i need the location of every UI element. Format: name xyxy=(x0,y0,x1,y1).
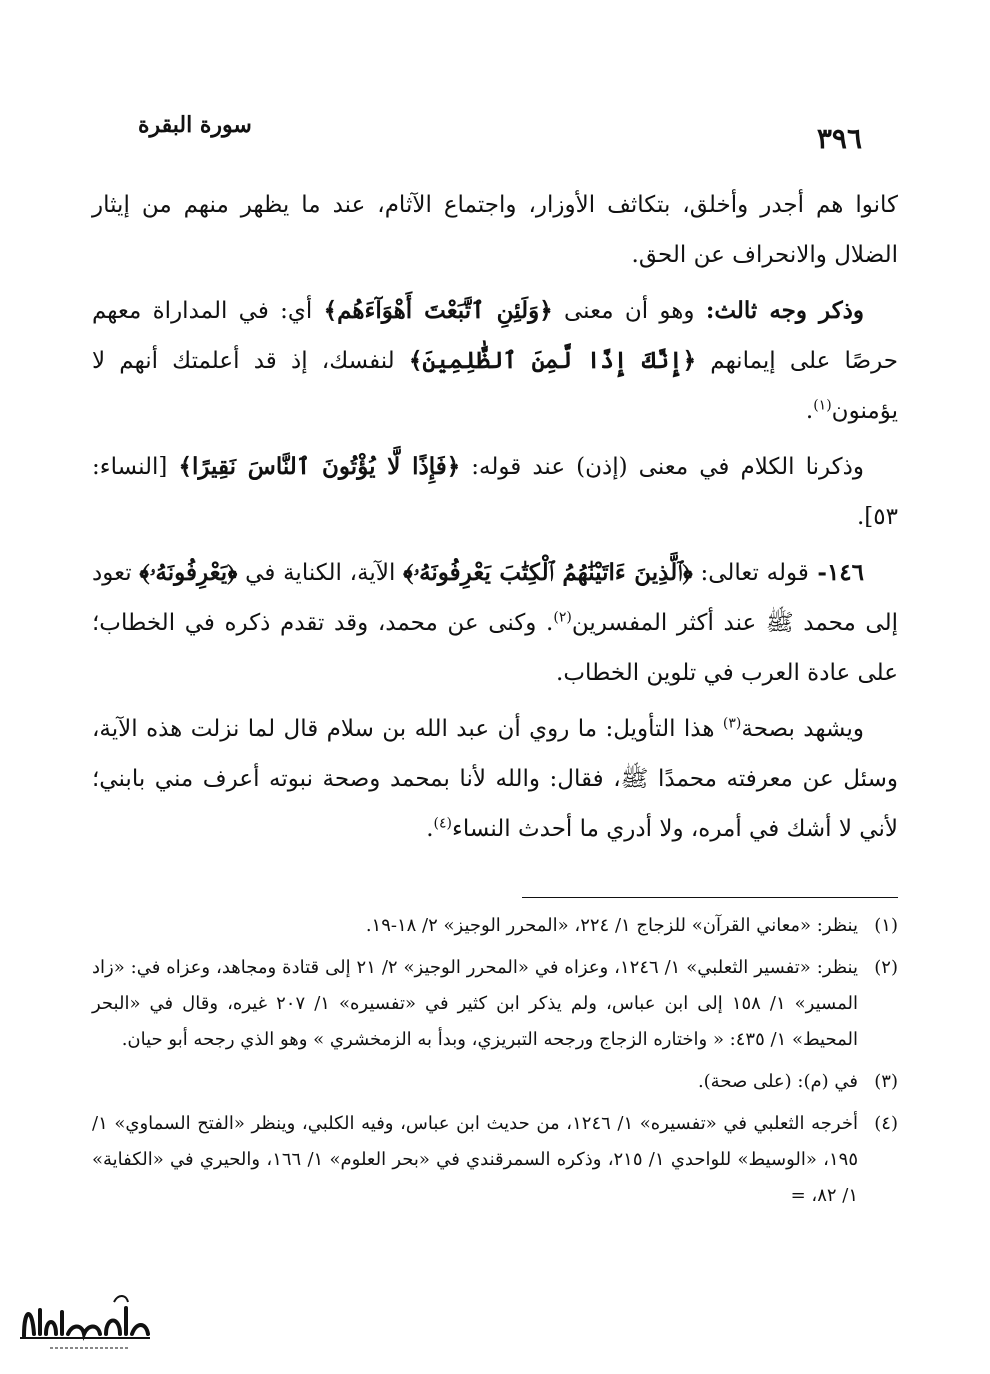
paragraph-lead: وذكر وجه ثالث: xyxy=(705,297,864,324)
paragraph-1: كانوا هم أجدر وأخلق، بتكاثف الأوزار، واجتماع الآثام، عند ما يظهر منهم من إيثار الضلال والانحراف عن الحق. xyxy=(92,192,898,268)
footnote-number: (٣) xyxy=(874,1071,898,1092)
footnote-text: أخرجه الثعلبي في «تفسيره» ١/ ١٢٤٦، من حديث ابن عباس، وفيه الكلبي، وينظر «الفتح السماوي» ١/ ١٩٥، «الوسيط» للواحدي ١/ ٢١٥، وذكره السمرقندي في «بحر العلوم» ١/ ١٦٦، والحيري في «الكفاية» ١/ ٨٢، = xyxy=(92,1113,858,1206)
quran-verse: ﴿يَعْرِفُونَهُۥ﴾ xyxy=(139,559,238,586)
quran-verse: ﴿وَلَئِنِ ٱتَّبَعْتَ أَهْوَآءَهُم﴾ xyxy=(323,297,553,324)
footnotes xyxy=(92,908,898,1220)
quran-verse: ﴿فَإِذًا لَّا يُؤْتُونَ ٱلنَّاسَ نَقِيرًا﴾ xyxy=(178,453,461,480)
page-number: ٣٩٦ xyxy=(816,122,862,155)
footnote-ref-4[interactable]: (٤) xyxy=(433,815,452,832)
verse-number: ١٤٦- xyxy=(808,559,864,586)
quran-verse: ﴿إِنَّكَ إِذًا لَّمِنَ ٱلظَّٰلِمِينَ﴾ xyxy=(408,347,697,374)
page-header xyxy=(92,112,898,155)
footnote-number: (٤) xyxy=(874,1113,898,1134)
footnote-ref-2[interactable]: (٢) xyxy=(553,609,572,626)
sura-title: سورة البقرة xyxy=(138,112,252,138)
paragraph-4: ١٤٦- قوله تعالى: ﴿ٱلَّذِينَ ءَاتَيْنَٰهُمُ ٱلْكِتَٰبَ يَعْرِفُونَهُۥ﴾ الآية، الكناية في ﴿يَعْرِفُونَهُۥ﴾ تعود إلى محمد ﷺ عند أكثر المفسرين$^{(٢)}$. وكنى عن محمد، وقد تقدم ذكره في الخطاب؛ على عادة العرب في تلوين الخطاب. xyxy=(92,559,898,686)
footnote-1 xyxy=(92,908,898,944)
library-stamp-logo xyxy=(10,1288,160,1358)
footnote-3 xyxy=(92,1064,898,1100)
paragraph-3: وذكرنا الكلام في معنى (إذن) عند قوله: ﴿فَإِذًا لَّا يُؤْتُونَ ٱلنَّاسَ نَقِيرًا﴾ [النساء: ٥٣]. xyxy=(92,453,898,530)
quran-verse: ﴿ٱلَّذِينَ ءَاتَيْنَٰهُمُ ٱلْكِتَٰبَ يَعْرِفُونَهُۥ﴾ xyxy=(403,559,693,586)
footnote-number: (٢) xyxy=(874,957,898,978)
footnote-text: ينظر: «تفسير الثعلبي» ١/ ١٢٤٦، وعزاه في «المحرر الوجيز» ٢/ ٢١ إلى قتادة ومجاهد، وعزاه في: «زاد المسير» ١/ ١٥٨ إلى ابن عباس، ولم يذكر ابن كثير في «تفسيره» ١/ ٢٠٧ غيره، وقال في «البحر المحيط» ١/ ٤٣٥: « واختاره الزجاج ورجحه التبريزي، وبدأ به الزمخشري » وهو الذي رجحه أبو حيان. xyxy=(92,957,858,1050)
footnote-text: ينظر: «معاني القرآن» للزجاج ١/ ٢٢٤، «المحرر الوجيز» ٢/ ١٨-١٩. xyxy=(365,915,858,936)
paragraph-2: وذكر وجه ثالث: وهو أن معنى ﴿وَلَئِنِ ٱتَّبَعْتَ أَهْوَآءَهُم﴾ أي: في المداراة معهم حرصًا على إيمانهم ﴿إِنَّكَ إِذًا لَّمِنَ ٱلظَّٰلِمِينَ﴾ لنفسك، إذ قد أعلمتك أنهم لا يؤمنون$^{(١)}$. xyxy=(92,297,899,424)
footnote-number: (١) xyxy=(874,915,898,936)
footnote-2 xyxy=(92,950,898,1058)
footnote-ref-3[interactable]: (٣) xyxy=(722,715,742,732)
footnote-divider xyxy=(522,897,898,898)
surah-reference: [النساء: ٥٣]. xyxy=(92,454,898,530)
footnote-4 xyxy=(92,1106,898,1214)
footnote-ref-1[interactable]: (١) xyxy=(813,397,832,414)
paragraph-5: ويشهد بصحة$^{(٣)}$ هذا التأويل: ما روي أن عبد الله بن سلام قال لما نزلت هذه الآية، وسئل عن معرفته محمدًا ﷺ، فقال: والله لأنا بمحمد وصحة نبوته أعرف مني بابني؛ لأني لا أشك في أمره، ولا أدري ما أحدث النساء$^{(٤)}$. xyxy=(92,715,898,842)
main-text xyxy=(92,180,898,860)
footnote-text: في (م): (على صحة). xyxy=(697,1071,858,1092)
